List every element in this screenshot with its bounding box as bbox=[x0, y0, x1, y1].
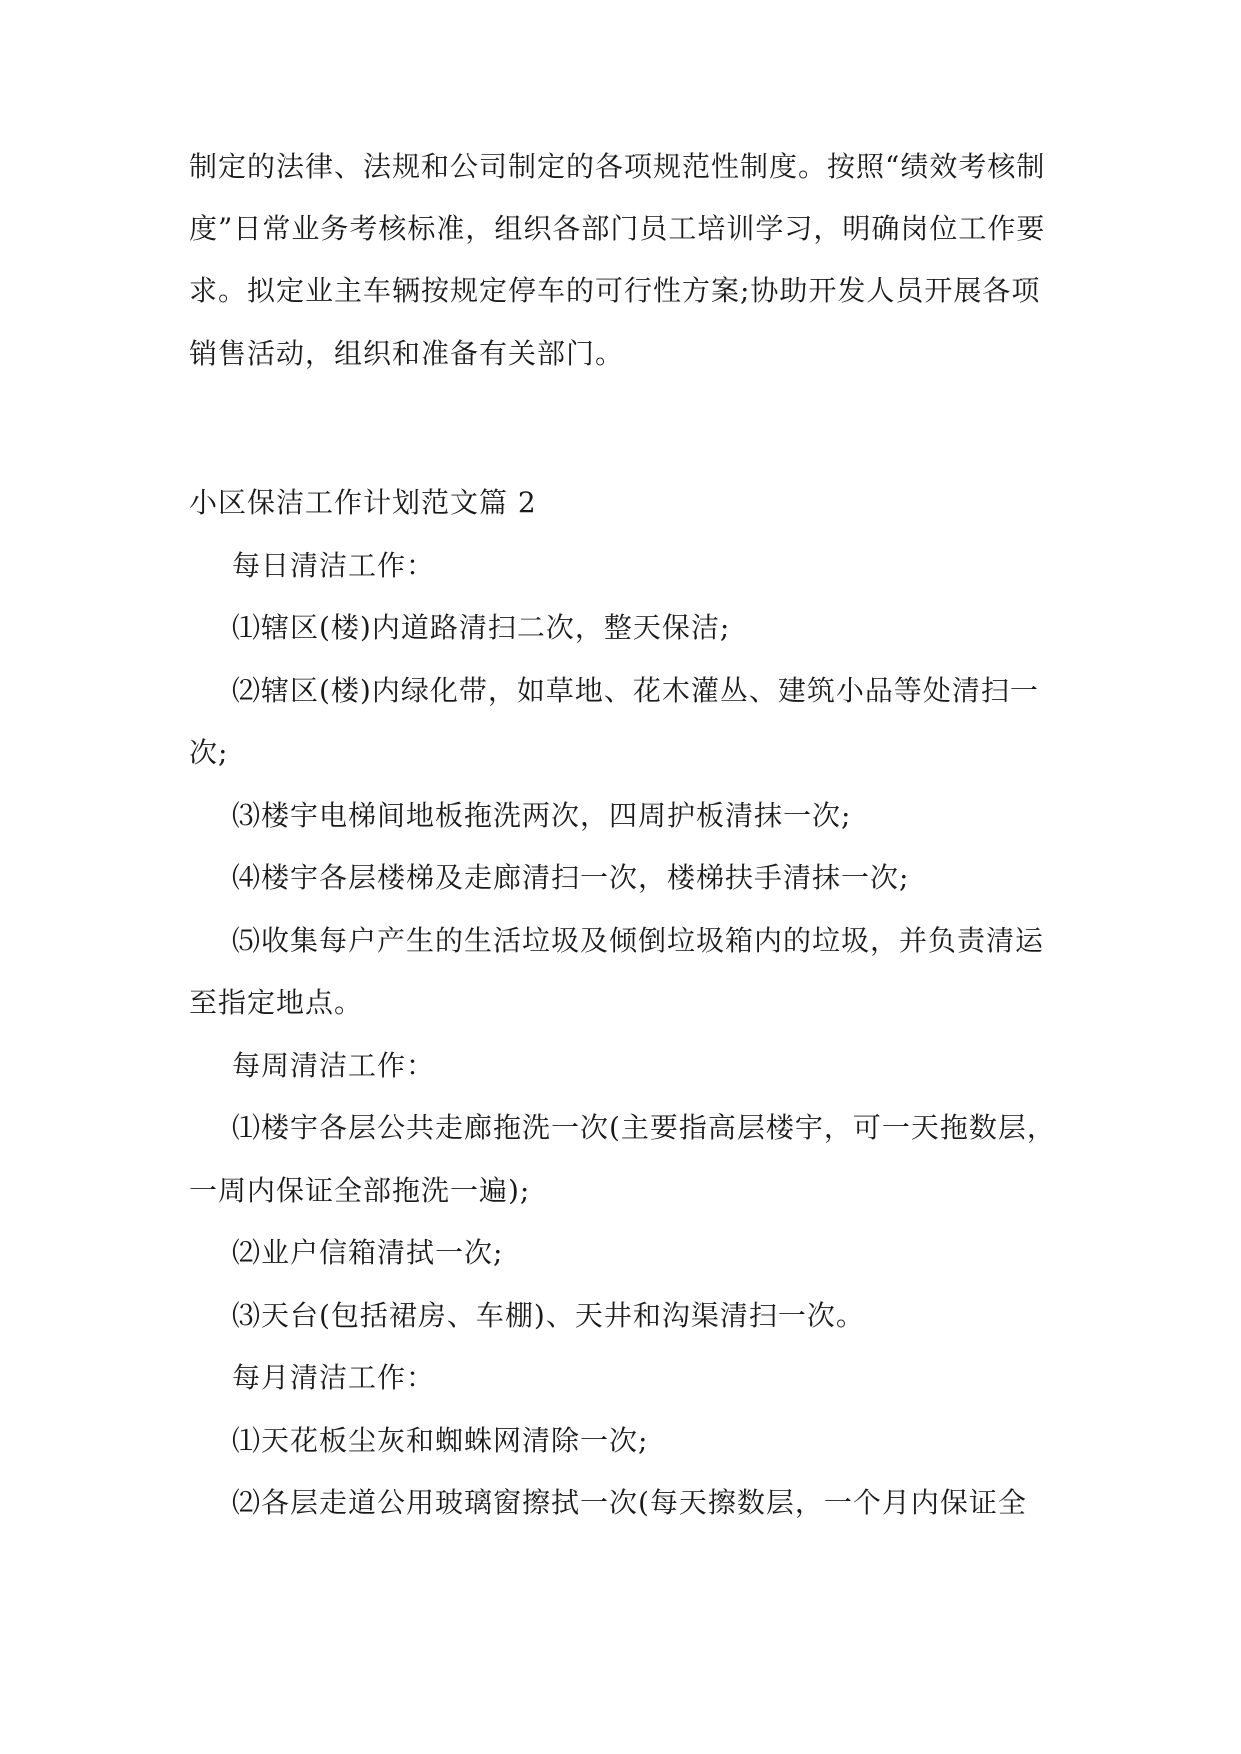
section-title: 小区保洁工作计划范文篇 2 bbox=[189, 486, 537, 519]
intro-line-4: 销售活动，组织和准备有关部门。 bbox=[189, 337, 625, 370]
weekly-line-2: ⑵业户信箱清拭一次; bbox=[232, 1236, 504, 1269]
weekly-line-3: ⑶天台(包括裙房、车棚)、天井和沟渠清扫一次。 bbox=[232, 1299, 865, 1332]
daily-line-1: ⑴辖区(楼)内道路清扫二次，整天保洁; bbox=[232, 611, 731, 644]
intro-line-1: 制定的法律、法规和公司制定的各项规范性制度。按照“绩效考核制 bbox=[189, 150, 1046, 183]
intro-line-2: 度”日常业务考核标准，组织各部门员工培训学习，明确岗位工作要 bbox=[189, 212, 1046, 245]
daily-line-3: ⑶楼宇电梯间地板拖洗两次，四周护板清抹一次; bbox=[232, 799, 852, 832]
daily-heading: 每日清洁工作： bbox=[232, 549, 436, 582]
daily-line-5: ⑸收集每户产生的生活垃圾及倾倒垃圾箱内的垃圾，并负责清运 bbox=[232, 924, 1045, 957]
daily-line-5-cont: 至指定地点。 bbox=[189, 986, 364, 1019]
weekly-line-1-cont: 一周内保证全部拖洗一遍); bbox=[189, 1174, 531, 1207]
monthly-line-2: ⑵各层走道公用玻璃窗擦拭一次(每天擦数层，一个月内保证全 bbox=[232, 1486, 1027, 1519]
daily-line-4: ⑷楼宇各层楼梯及走廊清扫一次，楼梯扶手清抹一次; bbox=[232, 861, 910, 894]
weekly-line-1: ⑴楼宇各层公共走廊拖洗一次(主要指高层楼宇，可一天拖数层， bbox=[232, 1111, 1056, 1144]
daily-line-2-cont: 次; bbox=[189, 736, 229, 769]
monthly-heading: 每月清洁工作： bbox=[232, 1361, 436, 1394]
weekly-heading: 每周清洁工作： bbox=[232, 1049, 436, 1082]
intro-line-3: 求。拟定业主车辆按规定停车的可行性方案;协助开发人员开展各项 bbox=[189, 274, 1041, 307]
daily-line-2: ⑵辖区(楼)内绿化带，如草地、花木灌丛、建筑小品等处清扫一 bbox=[232, 674, 1039, 707]
monthly-line-1: ⑴天花板尘灰和蜘蛛网清除一次; bbox=[232, 1424, 649, 1457]
